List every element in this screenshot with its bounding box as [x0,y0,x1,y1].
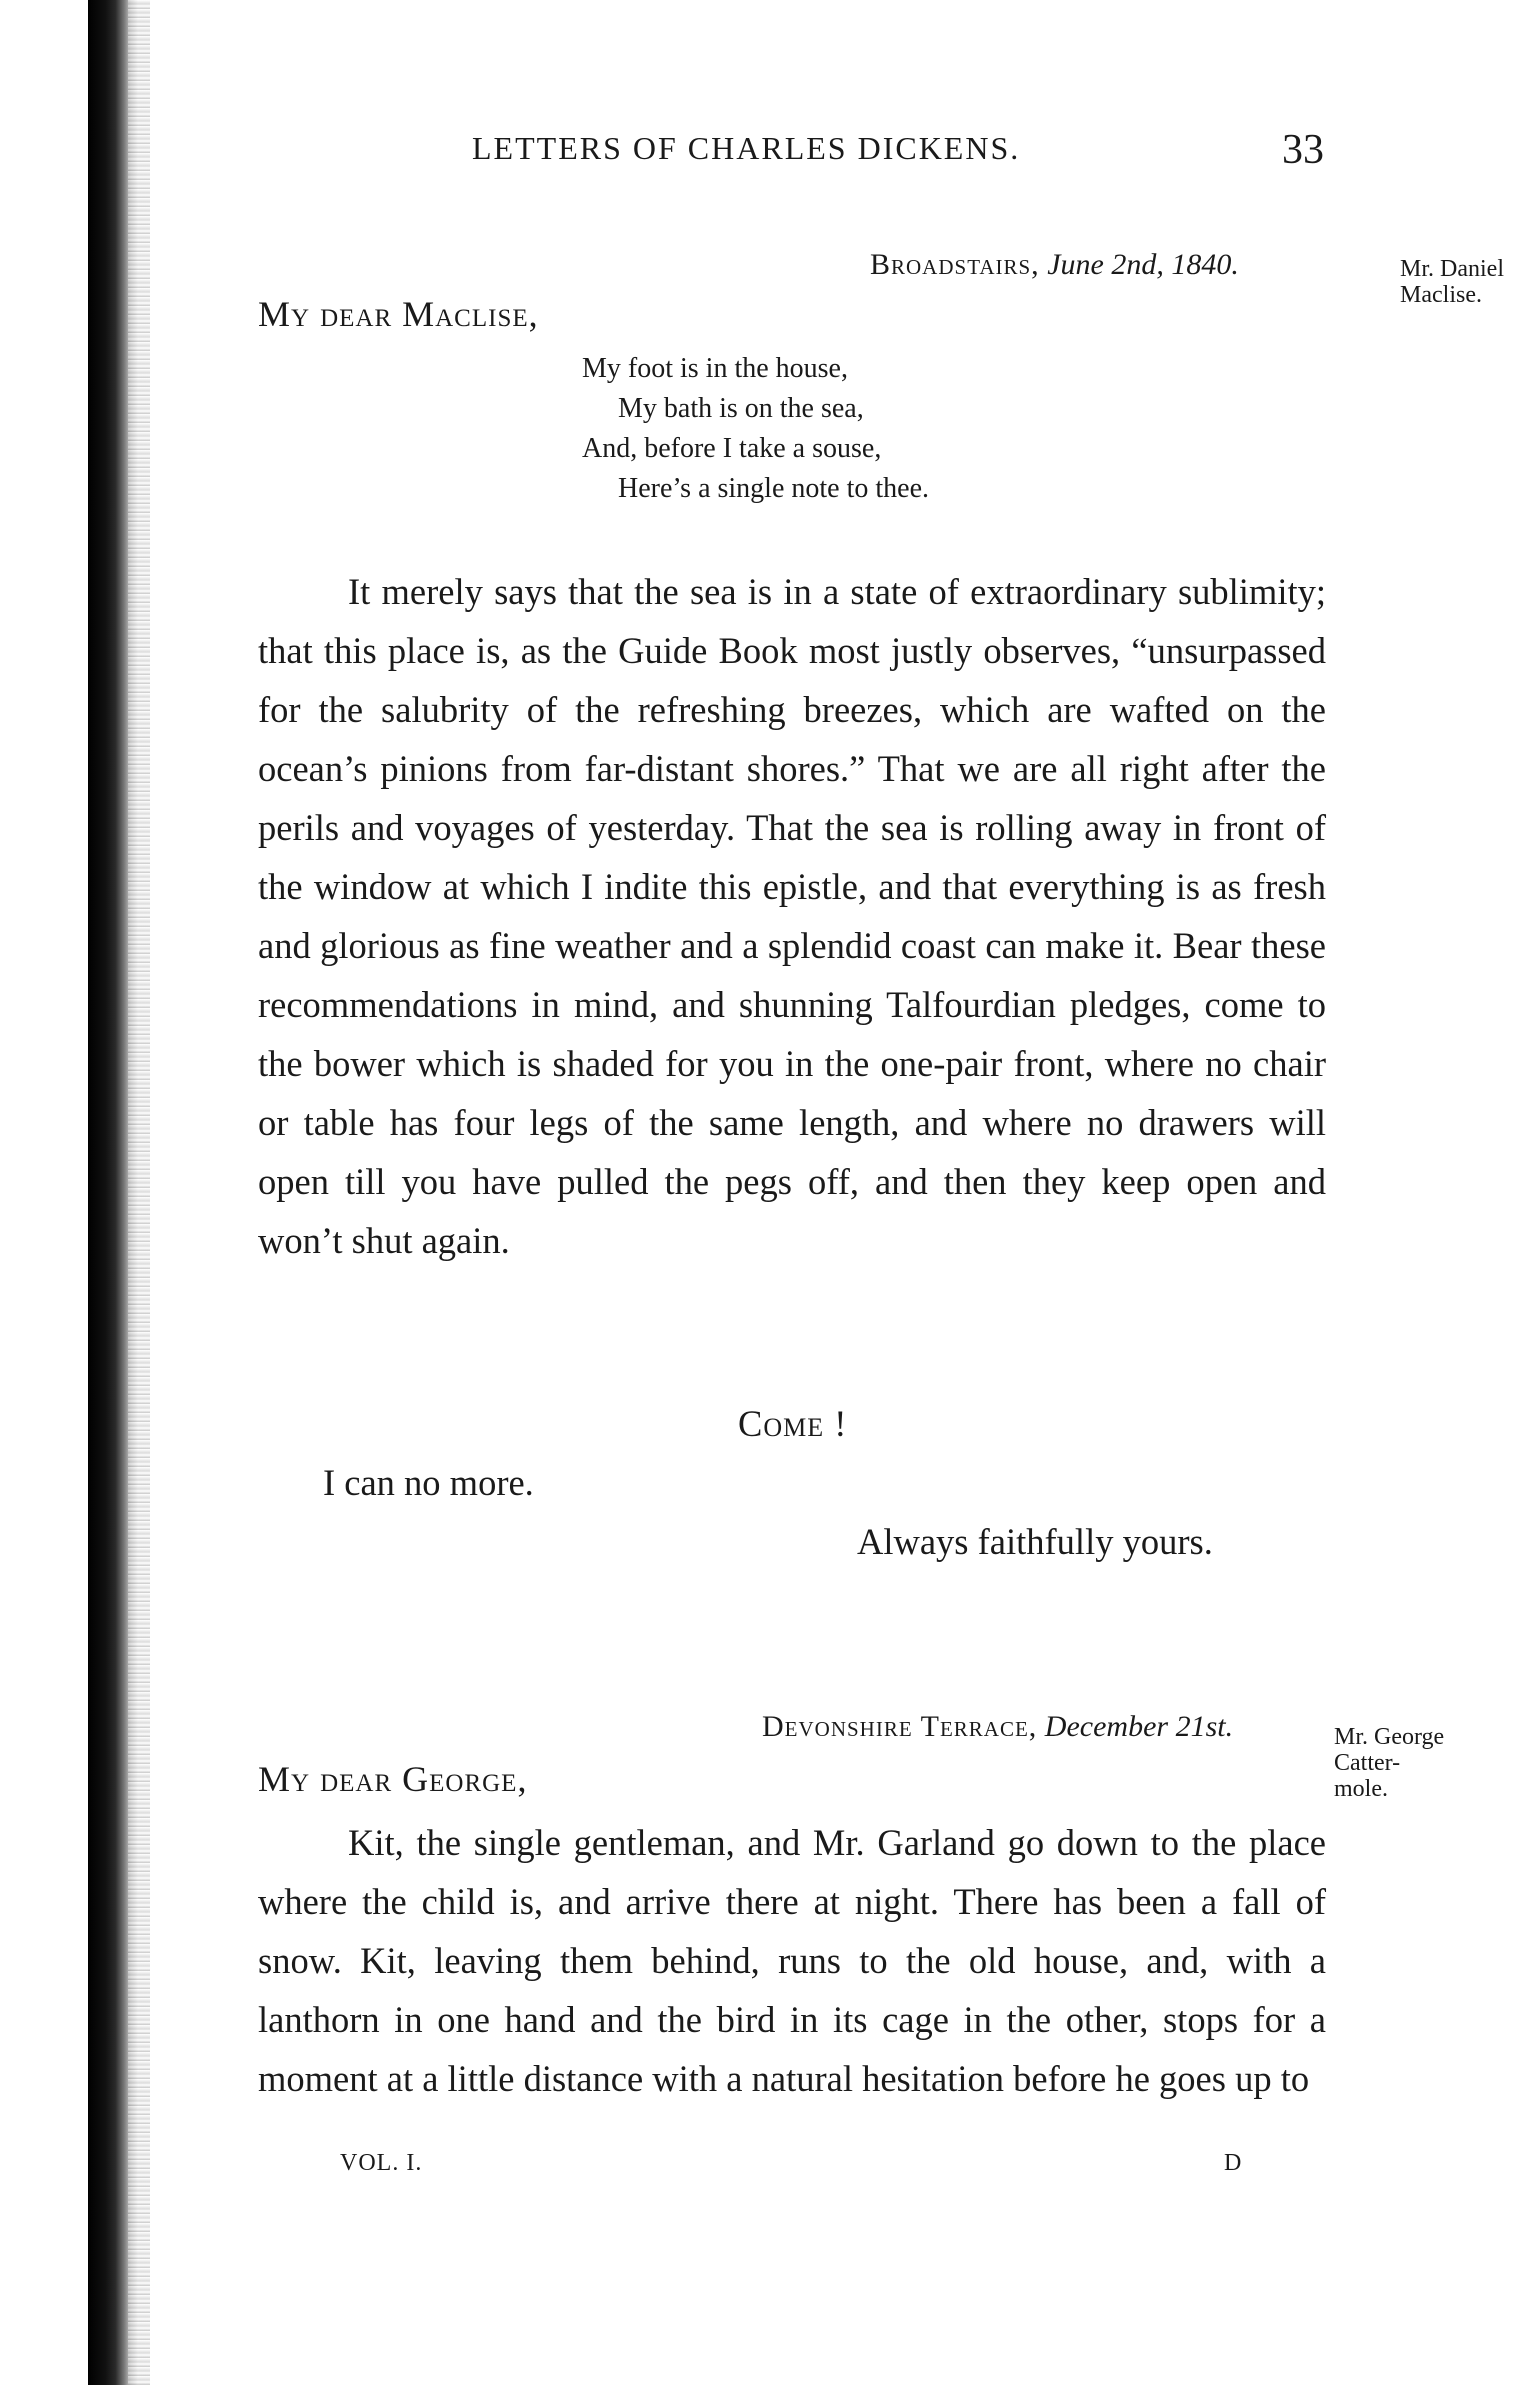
verse-line-3: And, before I take a souse, [582,433,882,464]
footer-signature-mark: D [1224,2150,1243,2176]
letter1-place: Broadstairs, [870,248,1040,281]
footer-volume: VOL. I. [340,2150,423,2176]
letter2-body [258,1813,1326,2108]
letter2-margin-note: Mr. George Catter-mole. [1334,1724,1445,1802]
letter1-body [258,562,1326,1270]
letter1-dateline [870,248,1239,282]
verse-line-4: Here’s a single note to thee. [618,473,930,504]
letter1-margin-note: Mr. Daniel Maclise. [1400,256,1504,308]
letter1-salutation: My dear Maclise, [258,294,539,334]
come-exclamation: Come ! [738,1403,848,1444]
letter1-date: June 2nd, 1840. [1047,248,1239,281]
letter2-salutation: My dear George, [258,1759,528,1799]
binding-gutter-texture [128,0,150,2385]
letter2-body-paragraph: Kit, the single gentleman, and Mr. Garland go down to the place where the child is, and arrive there at night. There has been a fall of snow. Kit, leaving them behind, runs to the old house, and, with a lanthorn in one hand and the bird in its cage in the other, stops for a moment at a little distance with a natural hesitation before he goes up to [258,1822,1326,2099]
page-number: 33 [1282,127,1324,173]
verse-line-1: My foot is in the house, [582,353,848,384]
letter2-dateline [762,1710,1233,1744]
verse-line-2: My bath is on the sea, [618,393,864,424]
running-head: LETTERS OF CHARLES DICKENS. [472,130,1021,166]
letter2-place: Devonshire Terrace, [762,1710,1038,1743]
closing-line: I can no more. [323,1462,534,1503]
letter2-date: December 21st. [1044,1710,1234,1743]
letter1-body-paragraph: It merely says that the sea is in a state of extraordinary sublimity; that this place is, as the Guide Book most justly observes, “unsurpassed for the salubrity of the refreshing breezes, which are wafted on the ocean’s pinions from far-distant shores.” That we are all right after the perils and voyages of yesterday. That the sea is rolling away in front of the window at which I indite this epistle, and that everything is as fresh and glorious as fine weather and a splendid coast can make it. Bear these recommendations in mind, and shunning Talfourdian pledges, come to the bower which is shaded for you in the one-pair front, where no chair or table has four legs of the same length, and where no drawers will open till you have pulled the pegs off, and then they keep open and won’t shut again. [258,571,1326,1261]
signoff: Always faithfully yours. [857,1521,1213,1562]
